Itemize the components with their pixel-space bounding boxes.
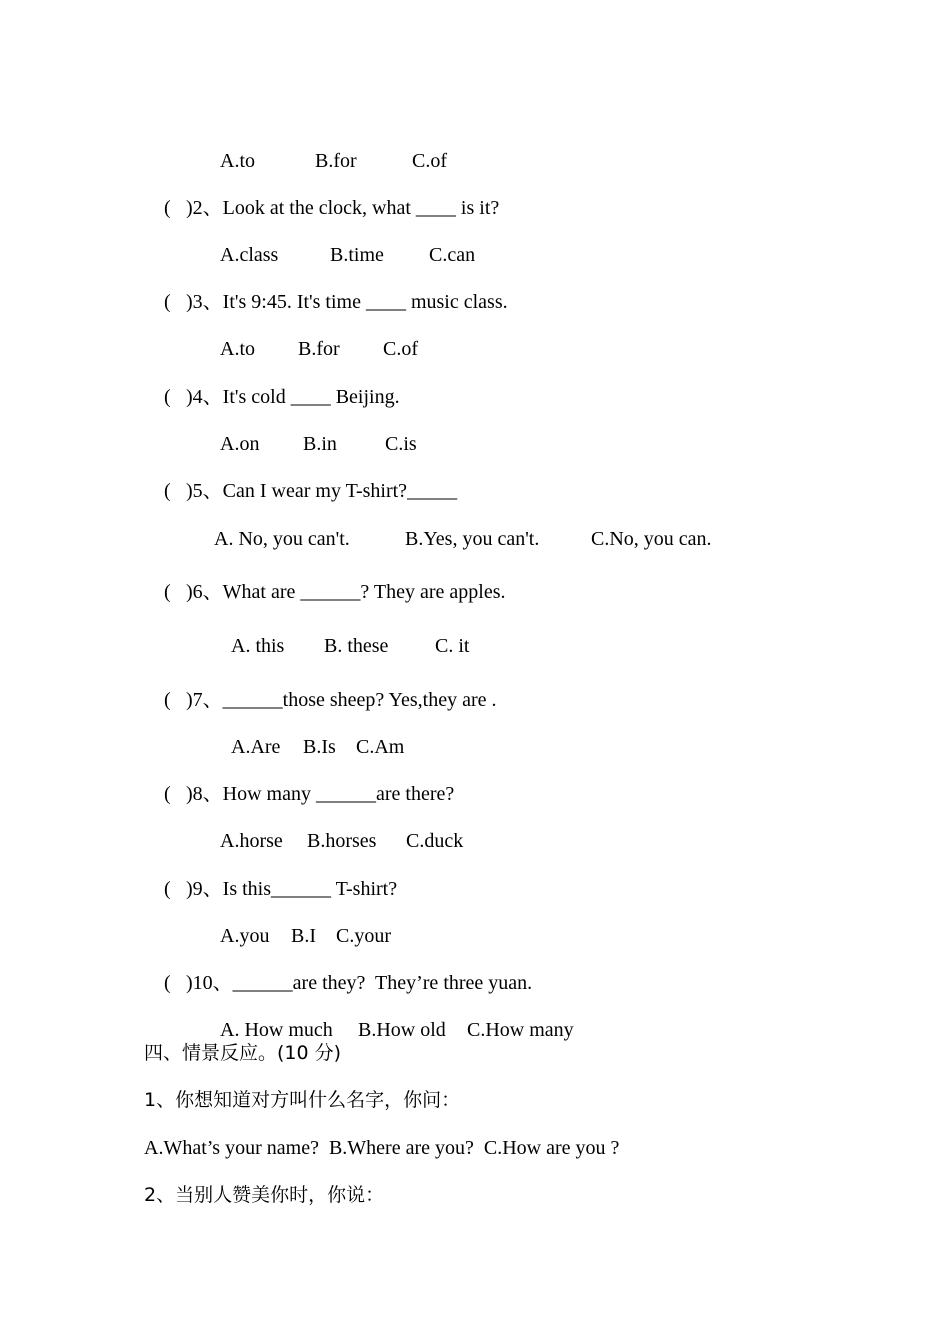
option: A.you xyxy=(220,925,270,947)
option: A.to xyxy=(220,338,255,360)
option: B.for xyxy=(298,338,340,360)
answer-paren[interactable]: ( xyxy=(164,386,171,408)
answer-paren[interactable]: ( xyxy=(164,480,171,502)
answer-paren[interactable]: ( xyxy=(164,291,171,313)
question-text: )10、______are they? They’re three yuan. xyxy=(186,972,533,994)
question-text: )3、It's 9:45. It's time ____ music class. xyxy=(186,291,508,313)
question-text: )8、How many ______are there? xyxy=(186,783,455,805)
option: B.I xyxy=(291,925,316,947)
option: C.Am xyxy=(356,736,405,758)
option: B.for xyxy=(315,150,357,172)
option: C.can xyxy=(429,244,476,266)
answer-paren[interactable]: ( xyxy=(164,972,171,994)
option: B.horses xyxy=(307,830,377,852)
option: A. No, you can't. xyxy=(214,528,350,550)
option: A. this xyxy=(231,635,285,657)
option: C.No, you can. xyxy=(591,528,712,550)
section-4-heading: 四、情景反应。(10 分) xyxy=(144,1042,342,1064)
option: C. it xyxy=(435,635,470,657)
option: B.Is xyxy=(303,736,336,758)
option: A.to xyxy=(220,150,255,172)
option: B. these xyxy=(324,635,389,657)
option: A.on xyxy=(220,433,260,455)
section-4-item-1-options: A.What’s your name? B.Where are you? C.How are you ? xyxy=(144,1137,620,1159)
option: C.duck xyxy=(406,830,464,852)
answer-paren[interactable]: ( xyxy=(164,581,171,603)
option: B.time xyxy=(330,244,384,266)
option: B.in xyxy=(303,433,337,455)
option: C.of xyxy=(412,150,447,172)
option: A. How much xyxy=(220,1019,333,1041)
option: B.How old xyxy=(358,1019,446,1041)
section-4-item-1-prompt: 1、你想知道对方叫什么名字，你问： xyxy=(144,1089,461,1111)
question-text: )7、______those sheep? Yes,they are . xyxy=(186,689,497,711)
option: C.is xyxy=(385,433,417,455)
option: C.of xyxy=(383,338,418,360)
option: B.Yes, you can't. xyxy=(405,528,540,550)
answer-paren[interactable]: ( xyxy=(164,783,171,805)
option: A.Are xyxy=(231,736,281,758)
option: C.your xyxy=(336,925,391,947)
option: A.class xyxy=(220,244,279,266)
section-4-item-2-prompt: 2、当别人赞美你时，你说： xyxy=(144,1184,385,1206)
question-text: )5、Can I wear my T-shirt?_____ xyxy=(186,480,458,502)
answer-paren[interactable]: ( xyxy=(164,878,171,900)
answer-paren[interactable]: ( xyxy=(164,689,171,711)
option: A.horse xyxy=(220,830,283,852)
option: C.How many xyxy=(467,1019,574,1041)
question-text: )2、Look at the clock, what ____ is it? xyxy=(186,197,500,219)
question-text: )4、It's cold ____ Beijing. xyxy=(186,386,400,408)
question-text: )9、Is this______ T-shirt? xyxy=(186,878,398,900)
question-text: )6、What are ______? They are apples. xyxy=(186,581,506,603)
answer-paren[interactable]: ( xyxy=(164,197,171,219)
